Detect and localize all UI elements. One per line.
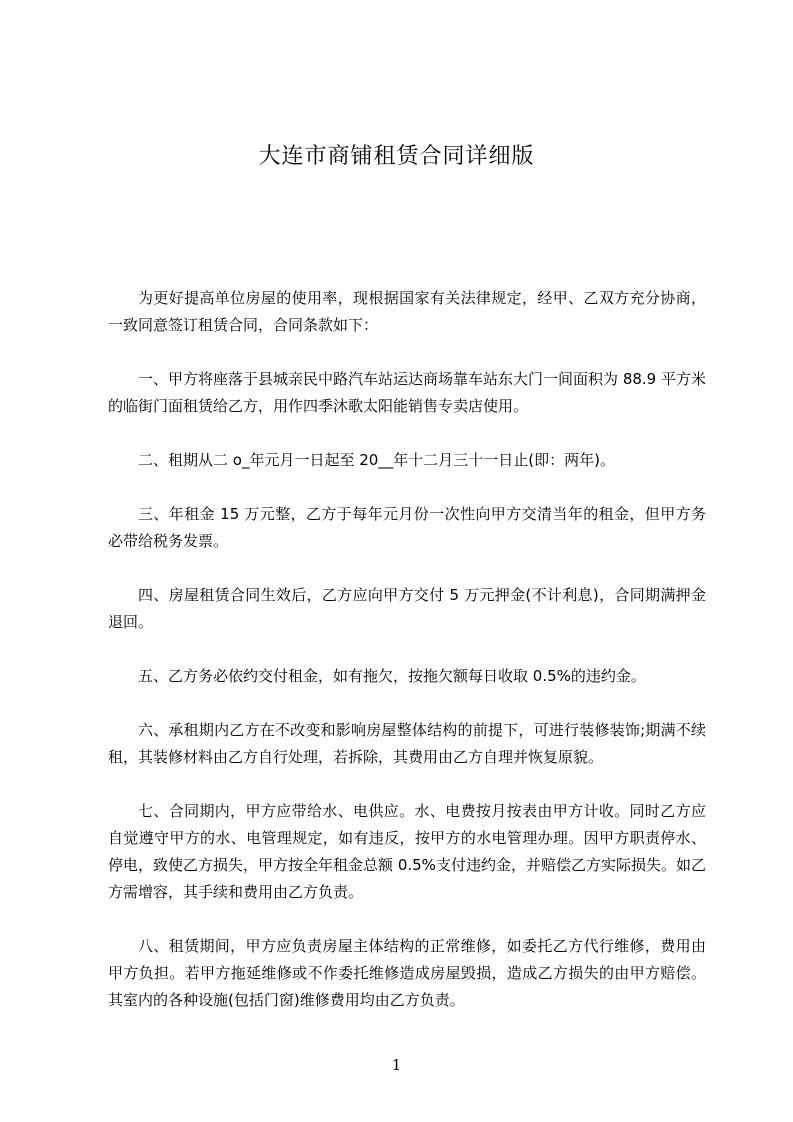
clause-7: 七、合同期内，甲方应带给水、电供应。水、电费按月按表由甲方计收。同时乙方应自觉遵守甲方的水、电管理规定，如有违反，按甲方的水电管理办理。因甲方职责停水、停电，致使乙方损失，甲方按全年租金总额 0.5%支付违约金，并赔偿乙方实际损失。如乙方需增容，其手续和费用由乙方负责。 (108, 802, 706, 901)
clause-2: 二、租期从二 o_年元月一日起至 20__年十二月三十一日止(即：两年)。 (138, 451, 616, 469)
clause-1: 一、甲方将座落于县城亲民中路汽车站运达商场靠车站东大门一间面积为 88.9 平方米的临街门面租赁给乙方，用作四季沐歌太阳能销售专卖店使用。 (108, 370, 706, 415)
clause-6: 六、承租期内乙方在不改变和影响房屋整体结构的前提下，可进行装修装饰;期满不续租，其装修材料由乙方自行处理，若拆除，其费用由乙方自理并恢复原貌。 (108, 721, 706, 766)
paragraph-intro: 为更好提高单位房屋的使用率，现根据国家有关法律规定，经甲、乙双方充分协商，一致同意签订租赁合同，合同条款如下： (108, 289, 706, 334)
clause-4: 四、房屋租赁合同生效后，乙方应向甲方交付 5 万元押金(不计利息)，合同期满押金退回。 (108, 586, 706, 631)
page-number: 1 (391, 1056, 402, 1074)
document-body (108, 285, 706, 1041)
clause-8: 八、租赁期间，甲方应负责房屋主体结构的正常维修，如委托乙方代行维修，费用由甲方负担。若甲方拖延维修或不作委托维修造成房屋毁损，造成乙方损失的由甲方赔偿。其室内的各种设施(包括门窗)维修费用均由乙方负责。 (108, 937, 706, 1009)
clause-5: 五、乙方务必依约交付租金，如有拖欠，按拖欠额每日收取 0.5%的违约金。 (138, 667, 646, 685)
clause-3: 三、年租金 15 万元整，乙方于每年元月份一次性向甲方交清当年的租金，但甲方务必带给税务发票。 (108, 505, 706, 550)
document-title: 大连市商铺租赁合同详细版 (258, 144, 535, 169)
